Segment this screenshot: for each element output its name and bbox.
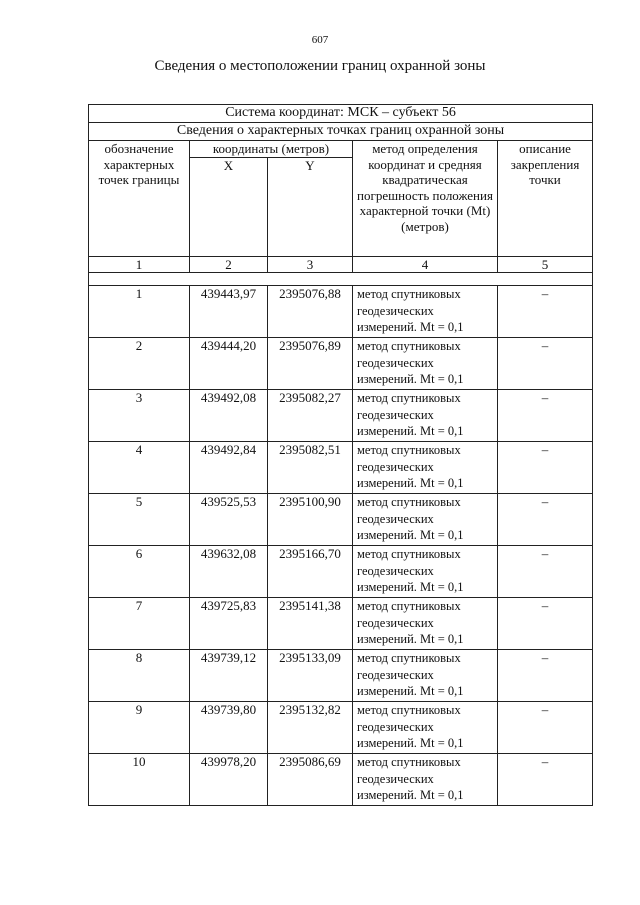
coordinate-y: 2395100,90 <box>268 494 353 546</box>
method-line: измерений. Mt = 0,1 <box>357 424 464 438</box>
header-row <box>89 141 593 158</box>
method-line: измерений. Mt = 0,1 <box>357 632 464 646</box>
method <box>353 390 498 442</box>
table-row <box>89 754 593 806</box>
method-line: измерений. Mt = 0,1 <box>357 320 464 334</box>
header-y: Y <box>268 157 353 256</box>
table-row <box>89 598 593 650</box>
table-row <box>89 494 593 546</box>
page-number: 607 <box>311 34 329 46</box>
point-id: 9 <box>89 702 190 754</box>
coordinate-y: 2395076,89 <box>268 338 353 390</box>
boundary-points-table <box>88 104 593 806</box>
method-line: метод спутниковых <box>357 703 461 717</box>
description: – <box>498 754 593 806</box>
method-line: метод спутниковых <box>357 339 461 353</box>
description: – <box>498 390 593 442</box>
page-title: Сведения о местоположении границ охранной зоны <box>154 58 486 74</box>
header-designation: обозначение характерных точек границы <box>89 141 190 257</box>
point-id: 7 <box>89 598 190 650</box>
table-row <box>89 390 593 442</box>
description: – <box>498 702 593 754</box>
point-id: 4 <box>89 442 190 494</box>
point-id: 8 <box>89 650 190 702</box>
method <box>353 494 498 546</box>
column-number: 5 <box>498 256 593 273</box>
method-line: метод спутниковых <box>357 443 461 457</box>
method-line: геодезических <box>357 355 434 370</box>
method-line: измерений. Mt = 0,1 <box>357 580 464 594</box>
coordinate-x: 439443,97 <box>190 286 268 338</box>
table-body <box>89 105 593 806</box>
method <box>353 598 498 650</box>
method-line: метод спутниковых <box>357 391 461 405</box>
method-line: геодезических <box>357 563 434 578</box>
coordinate-x: 439739,80 <box>190 702 268 754</box>
description: – <box>498 338 593 390</box>
method <box>353 338 498 390</box>
method-line: геодезических <box>357 719 434 734</box>
method-line: геодезических <box>357 667 434 682</box>
coordinate-y: 2395086,69 <box>268 754 353 806</box>
point-id: 5 <box>89 494 190 546</box>
coordinate-x: 439492,84 <box>190 442 268 494</box>
coordinate-y: 2395133,09 <box>268 650 353 702</box>
table-row <box>89 286 593 338</box>
coordinate-y: 2395141,38 <box>268 598 353 650</box>
section-title: Сведения о характерных точках границ охранной зоны <box>89 123 593 141</box>
method <box>353 546 498 598</box>
method-line: геодезических <box>357 511 434 526</box>
method-line: метод спутниковых <box>357 547 461 561</box>
method-line: измерений. Mt = 0,1 <box>357 372 464 386</box>
method <box>353 702 498 754</box>
description: – <box>498 442 593 494</box>
coordinate-x: 439725,83 <box>190 598 268 650</box>
header-x: X <box>190 157 268 256</box>
table-row <box>89 702 593 754</box>
coordinate-x: 439978,20 <box>190 754 268 806</box>
description: – <box>498 650 593 702</box>
method-line: метод спутниковых <box>357 599 461 613</box>
method-line: измерений. Mt = 0,1 <box>357 788 464 802</box>
coord-system-row <box>89 105 593 123</box>
coordinate-y: 2395132,82 <box>268 702 353 754</box>
method-line: метод спутниковых <box>357 651 461 665</box>
header-description: описание закрепления точки <box>498 141 593 257</box>
table-row <box>89 546 593 598</box>
method <box>353 650 498 702</box>
method-line: метод спутниковых <box>357 495 461 509</box>
method <box>353 286 498 338</box>
description: – <box>498 494 593 546</box>
method-line: измерений. Mt = 0,1 <box>357 476 464 490</box>
description: – <box>498 598 593 650</box>
method-line: геодезических <box>357 771 434 786</box>
point-id: 10 <box>89 754 190 806</box>
description: – <box>498 286 593 338</box>
table-row <box>89 442 593 494</box>
method <box>353 442 498 494</box>
column-number: 1 <box>89 256 190 273</box>
spacer-cell <box>89 273 593 286</box>
header-method: метод определения координат и средняя квадратическая погрешность положения характерной точки (Mt) (метров) <box>353 141 498 257</box>
method-line: геодезических <box>357 407 434 422</box>
column-number-row <box>89 256 593 273</box>
coordinate-y: 2395076,88 <box>268 286 353 338</box>
method-line: геодезических <box>357 615 434 630</box>
coordinate-x: 439492,08 <box>190 390 268 442</box>
column-number: 3 <box>268 256 353 273</box>
method-line: геодезических <box>357 459 434 474</box>
description: – <box>498 546 593 598</box>
method-line: метод спутниковых <box>357 755 461 769</box>
table-row <box>89 338 593 390</box>
method-line: измерений. Mt = 0,1 <box>357 684 464 698</box>
method-line: измерений. Mt = 0,1 <box>357 528 464 542</box>
section-title-row <box>89 123 593 141</box>
coordinate-x: 439525,53 <box>190 494 268 546</box>
column-number: 4 <box>353 256 498 273</box>
coordinate-x: 439444,20 <box>190 338 268 390</box>
method-line: геодезических <box>357 303 434 318</box>
table-row <box>89 650 593 702</box>
column-number: 2 <box>190 256 268 273</box>
method <box>353 754 498 806</box>
coordinate-x: 439739,12 <box>190 650 268 702</box>
coord-system-label: Система координат: МСК – субъект 56 <box>89 105 593 123</box>
spacer-row <box>89 273 593 286</box>
method-line: метод спутниковых <box>357 287 461 301</box>
point-id: 6 <box>89 546 190 598</box>
header-coordinates: координаты (метров) <box>190 141 353 158</box>
coordinate-y: 2395082,51 <box>268 442 353 494</box>
point-id: 2 <box>89 338 190 390</box>
coordinate-y: 2395082,27 <box>268 390 353 442</box>
point-id: 1 <box>89 286 190 338</box>
coordinate-y: 2395166,70 <box>268 546 353 598</box>
method-line: измерений. Mt = 0,1 <box>357 736 464 750</box>
coordinate-x: 439632,08 <box>190 546 268 598</box>
point-id: 3 <box>89 390 190 442</box>
